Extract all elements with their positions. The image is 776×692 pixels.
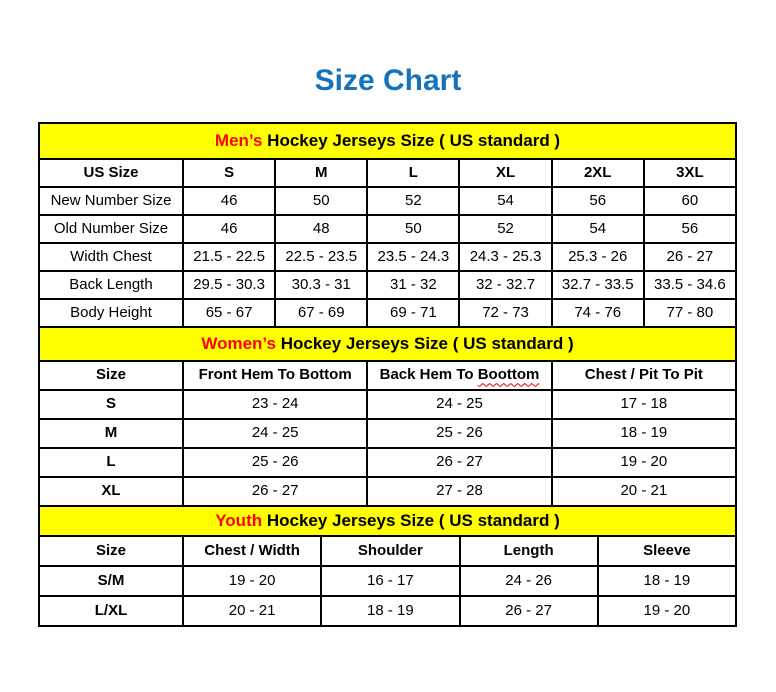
column-header: Sleeve (598, 536, 736, 566)
table-cell: 50 (367, 215, 459, 243)
column-header: 3XL (644, 159, 736, 187)
row-label: Body Height (39, 299, 183, 327)
table-row (39, 243, 736, 271)
table-cell: 33.5 - 34.6 (644, 271, 736, 299)
column-header: L (367, 159, 459, 187)
womens-section-header-row (39, 327, 736, 361)
column-header (367, 361, 551, 390)
mens-size-table (38, 122, 737, 328)
table-cell: 46 (183, 187, 275, 215)
table-cell: 25 - 26 (367, 419, 551, 448)
youth-section-title (39, 506, 736, 536)
table-cell: 32.7 - 33.5 (552, 271, 644, 299)
table-cell: 24 - 25 (367, 390, 551, 419)
mens-section-title (39, 123, 736, 159)
table-cell: 72 - 73 (459, 299, 551, 327)
table-cell: 19 - 20 (598, 596, 736, 626)
column-header: M (275, 159, 367, 187)
row-label: S (39, 390, 183, 419)
misspelled-word: Boottom (477, 366, 540, 384)
table-cell: 17 - 18 (552, 390, 736, 419)
youth-section-title-highlight: Youth (215, 510, 263, 530)
womens-column-header-row (39, 361, 736, 390)
table-cell: 69 - 71 (367, 299, 459, 327)
row-label: XL (39, 477, 183, 506)
womens-section-title-highlight: Women’s (201, 333, 276, 353)
table-cell: 60 (644, 187, 736, 215)
table-cell: 54 (552, 215, 644, 243)
table-row (39, 271, 736, 299)
table-cell: 20 - 21 (552, 477, 736, 506)
table-cell: 48 (275, 215, 367, 243)
table-cell: 19 - 20 (552, 448, 736, 477)
column-header: XL (459, 159, 551, 187)
table-cell: 16 - 17 (321, 566, 459, 596)
table-cell: 52 (459, 215, 551, 243)
youth-column-header-row (39, 536, 736, 566)
table-cell: 21.5 - 22.5 (183, 243, 275, 271)
row-label: L/XL (39, 596, 183, 626)
column-header: 2XL (552, 159, 644, 187)
column-header: Size (39, 536, 183, 566)
table-cell: 18 - 19 (552, 419, 736, 448)
column-header: Size (39, 361, 183, 390)
table-cell: 56 (644, 215, 736, 243)
row-label: M (39, 419, 183, 448)
table-cell: 30.3 - 31 (275, 271, 367, 299)
table-row (39, 390, 736, 419)
table-cell: 20 - 21 (183, 596, 321, 626)
column-header: Shoulder (321, 536, 459, 566)
table-cell: 23 - 24 (183, 390, 367, 419)
table-row (39, 215, 736, 243)
table-cell: 67 - 69 (275, 299, 367, 327)
row-label: Old Number Size (39, 215, 183, 243)
youth-section-title-rest: Hockey Jerseys Size ( US standard ) (262, 510, 560, 530)
table-cell: 65 - 67 (183, 299, 275, 327)
table-cell: 24 - 25 (183, 419, 367, 448)
table-cell: 26 - 27 (460, 596, 598, 626)
row-label: Back Length (39, 271, 183, 299)
column-header: Length (460, 536, 598, 566)
table-cell: 25.3 - 26 (552, 243, 644, 271)
table-cell: 24.3 - 25.3 (459, 243, 551, 271)
row-label: Width Chest (39, 243, 183, 271)
table-row (39, 448, 736, 477)
table-cell: 56 (552, 187, 644, 215)
table-cell: 77 - 80 (644, 299, 736, 327)
mens-section-title-rest: Hockey Jerseys Size ( US standard ) (262, 130, 561, 150)
mens-section-title-highlight: Men’s (214, 130, 263, 150)
table-cell: 23.5 - 24.3 (367, 243, 459, 271)
table-cell: 26 - 27 (183, 477, 367, 506)
table-cell: 25 - 26 (183, 448, 367, 477)
table-cell: 26 - 27 (644, 243, 736, 271)
table-cell: 74 - 76 (552, 299, 644, 327)
table-cell: 31 - 32 (367, 271, 459, 299)
table-cell: 54 (459, 187, 551, 215)
table-cell: 18 - 19 (321, 596, 459, 626)
row-label: New Number Size (39, 187, 183, 215)
table-cell: 50 (275, 187, 367, 215)
mens-column-header-row (39, 159, 736, 187)
table-cell: 26 - 27 (367, 448, 551, 477)
table-cell: 19 - 20 (183, 566, 321, 596)
womens-section-title (39, 327, 736, 361)
row-label: S/M (39, 566, 183, 596)
table-cell: 27 - 28 (367, 477, 551, 506)
table-row (39, 477, 736, 506)
table-cell: 29.5 - 30.3 (183, 271, 275, 299)
row-label: L (39, 448, 183, 477)
table-cell: 18 - 19 (598, 566, 736, 596)
column-header: US Size (39, 159, 183, 187)
table-cell: 52 (367, 187, 459, 215)
table-cell: 32 - 32.7 (459, 271, 551, 299)
table-row (39, 419, 736, 448)
table-cell: 46 (183, 215, 275, 243)
youth-section-header-row (39, 506, 736, 536)
page-title: Size Chart (314, 64, 462, 97)
column-header: Chest / Width (183, 536, 321, 566)
table-row (39, 187, 736, 215)
table-row (39, 566, 736, 596)
table-row (39, 299, 736, 327)
column-header-text: Back Hem To (379, 366, 478, 384)
table-row (39, 596, 736, 626)
mens-section-header-row (39, 123, 736, 159)
youth-size-table (38, 505, 737, 627)
column-header: Chest / Pit To Pit (552, 361, 736, 390)
womens-size-table (38, 326, 737, 507)
table-cell: 22.5 - 23.5 (275, 243, 367, 271)
column-header: Front Hem To Bottom (183, 361, 367, 390)
column-header: S (183, 159, 275, 187)
table-cell: 24 - 26 (460, 566, 598, 596)
size-chart-tables (38, 122, 737, 627)
womens-section-title-rest: Hockey Jerseys Size ( US standard ) (275, 333, 574, 353)
